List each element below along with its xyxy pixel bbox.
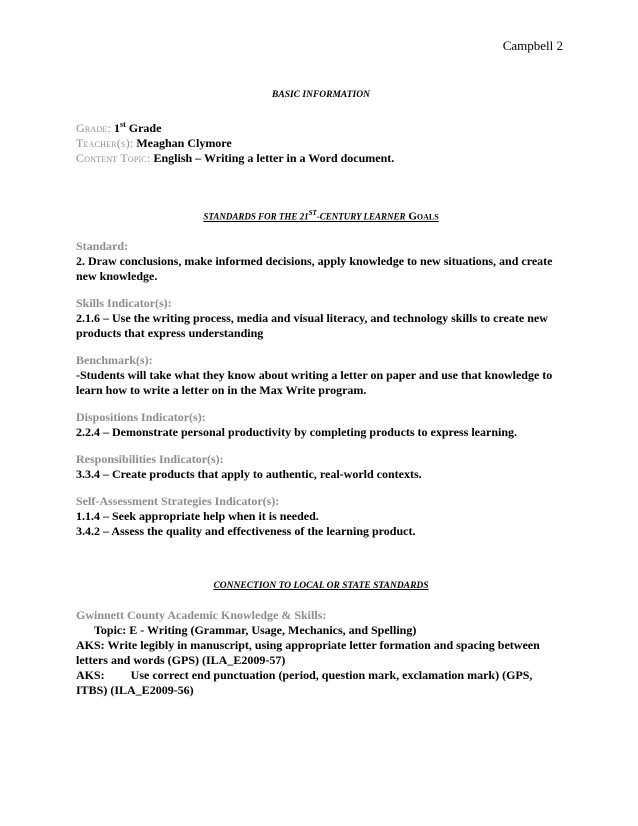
self-assessment-item: 1.1.4 – Seek appropriate help when it is needed. — [76, 508, 319, 523]
standard-label: Standard: — [76, 238, 129, 253]
teacher-label: Teacher(s): — [76, 136, 134, 150]
skills-text: 2.1.6 – Use the writing process, media and visual literacy, and technology skills to create new products that express understanding — [76, 310, 548, 340]
grade-label: Grade: — [76, 121, 111, 135]
topic-line: Topic: E - Writing (Grammar, Usage, Mechanics, and Spelling) — [94, 622, 417, 637]
teacher-value: Meaghan Clymore — [136, 136, 232, 150]
self-assessment-label: Self-Assessment Strategies Indicator(s): — [76, 493, 280, 508]
skills-label: Skills Indicator(s): — [76, 295, 172, 310]
benchmark-text: -Students will take what they know about writing a letter on paper and use that knowledge to learn how to write a letter on in the Max Write program. — [76, 367, 553, 397]
county-label: Gwinnett County Academic Knowledge & Skills: — [76, 607, 327, 622]
dispositions-text: 2.2.4 – Demonstrate personal productivity by completing products to express learning. — [76, 424, 517, 439]
grade-row — [76, 117, 566, 136]
responsibilities-label: Responsibilities Indicator(s): — [76, 451, 224, 466]
responsibilities-text: 3.3.4 – Create products that apply to authentic, real-world contexts. — [76, 466, 422, 481]
grade-value: 1st Grade — [113, 120, 162, 135]
standards-title: STANDARDS FOR THE 21ST-CENTURY LEARNER Goals — [203, 209, 439, 223]
benchmark-label: Benchmark(s): — [76, 352, 153, 367]
standard-text: 2. Draw conclusions, make informed decisions, apply knowledge to new situations, and create new knowledge. — [76, 253, 553, 283]
dispositions-label: Dispositions Indicator(s): — [76, 409, 206, 424]
content-topic-label: Content Topic: — [76, 151, 151, 165]
content-topic-value: English – Writing a letter in a Word document. — [153, 151, 395, 165]
page-header: Campbell 2 — [502, 38, 563, 53]
local-standards-title: CONNECTION TO LOCAL OR STATE STANDARDS — [213, 580, 429, 591]
aks-item-1: AKS: Write legibly in manuscript, using appropriate letter formation and spacing between letters and words (GPS) (ILA_E2009-57) — [76, 637, 540, 667]
aks-item-2: AKS: Use correct end punctuation (period, question mark, exclamation mark) (GPS, ITBS) (ILA_E2009-56) — [76, 667, 533, 697]
document-body — [76, 88, 566, 698]
content-topic-row — [76, 151, 566, 166]
self-assessment-item: 3.4.2 – Assess the quality and effectiveness of the learning product. — [76, 523, 416, 538]
teacher-row — [76, 136, 566, 151]
basic-info-title: BASIC INFORMATION — [272, 90, 370, 100]
